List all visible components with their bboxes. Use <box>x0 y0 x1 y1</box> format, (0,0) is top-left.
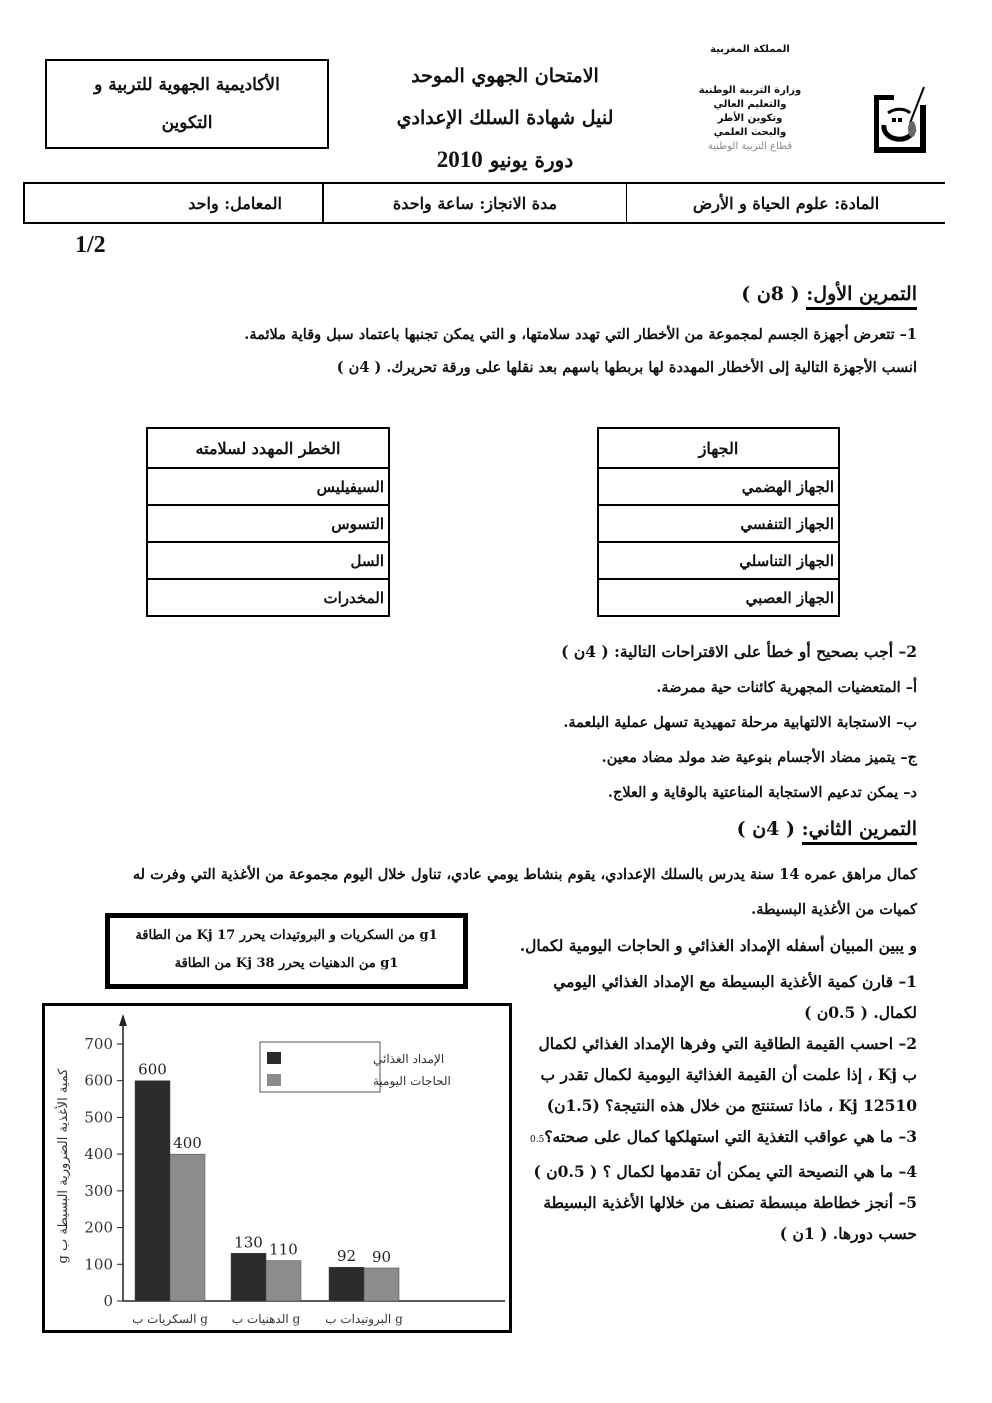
dangers-table <box>146 427 390 617</box>
page-number: 1/2 <box>75 232 106 258</box>
bar-needs <box>266 1261 301 1301</box>
exercise1-q2-title: 2– أجب بصحيح أو خطأ على الاقتراحات التالية: ( 4ن ) <box>561 642 917 661</box>
organ-row: الجهاز التنفسي <box>598 505 839 542</box>
question-line: حسب دورها. ( 1ن ) <box>779 1224 917 1243</box>
session-year: 2010 <box>436 147 483 172</box>
danger-row: المخدرات <box>147 579 389 616</box>
y-tick-label: 400 <box>84 1145 113 1164</box>
legend-swatch <box>267 1052 281 1064</box>
chart-frame <box>42 1003 512 1333</box>
question-line: ب Kj ، إذا علمت أن القيمة الغذائية اليومية لكمال تقدر ب <box>540 1065 917 1084</box>
exam-line-1: الامتحان الجهوي الموحد <box>411 65 599 87</box>
legend-label: الحاجات اليومية <box>373 1074 451 1088</box>
question-line: Kj 12510 ، ماذا تستنتج من خلال هذه النتيجة؟ (1.5ن) <box>546 1096 917 1115</box>
question-line: 5– أنجز خطاطة مبسطة تصنف من خلالها الأغذية البسيطة <box>543 1193 917 1212</box>
bar-supply <box>231 1253 266 1301</box>
subject-label: المادة: علوم الحياة و الأرض <box>692 193 880 213</box>
bar-value-label: 110 <box>269 1240 298 1259</box>
exercise2-heading <box>737 818 917 840</box>
kingdom-label: المملكة المغربية <box>710 44 790 55</box>
exercise2-questions <box>507 966 917 1249</box>
organs-table-header: الجهاز <box>598 428 839 468</box>
exercise1-heading <box>741 283 917 305</box>
organ-row: الجهاز العصبي <box>598 579 839 616</box>
legend-swatch <box>267 1074 281 1086</box>
bar-supply <box>135 1081 170 1301</box>
exercise2-intro-1: كمال مراهق عمره 14 سنة يدرس بالسلك الإعدادي، يقوم بنشاط يومي عادي، تناول خلال اليوم مجموعة من الأغذية التي وفرت له <box>132 866 917 883</box>
session-line <box>345 139 665 181</box>
energy-info-box <box>105 913 468 989</box>
bar-value-label: 90 <box>371 1247 392 1266</box>
ministry-line: وتكوين الأطر <box>717 113 783 124</box>
exercise1-q2-items <box>317 670 917 810</box>
danger-row: التسوس <box>147 505 389 542</box>
y-tick-label: 300 <box>84 1181 113 1200</box>
energy-line-sugars-proteins: g1 من السكريات و البروتيدات يحرر 17 Kj من الطاقة <box>135 928 438 943</box>
coefficient-cell <box>25 184 323 222</box>
duration-cell <box>323 184 627 222</box>
question-line: لكمال. ( 0.5ن ) <box>804 1003 917 1022</box>
info-bar <box>23 182 945 224</box>
bar-needs <box>170 1154 205 1301</box>
dangers-table-header: الخطر المهدد لسلامته <box>147 428 389 468</box>
exercise1-points: ( 8ن ) <box>741 283 800 305</box>
x-category-label: السكريات ب g <box>132 1312 208 1326</box>
nutrition-bar-chart <box>45 1006 509 1330</box>
ministry-sub: قطاع التربية الوطنية <box>707 141 793 152</box>
question-3-points: 0.5 <box>530 1135 545 1145</box>
organ-row: الجهاز الهضمي <box>598 468 839 505</box>
ministry-line: وزارة التربية الوطنية <box>698 85 802 96</box>
question-line <box>507 1121 917 1156</box>
duration-label: مدة الانجاز: ساعة واحدة <box>392 193 558 213</box>
y-tick-label: 200 <box>84 1218 113 1237</box>
chart-legend <box>260 1042 451 1092</box>
academy-line-1: الأكاديمية الجهوية للتربية و <box>94 75 280 95</box>
bar-supply <box>329 1267 364 1301</box>
true-false-item: د– يمكن تدعيم الاستجابة المناعتية بالوقاية و العلاج. <box>607 784 917 801</box>
organs-table <box>597 427 840 617</box>
exercise2-title: التمرين الثاني: <box>802 818 917 845</box>
question-3-text: 3– ما هي عواقب التغذية التي استهلكها كمال على صحته؟ <box>544 1127 917 1146</box>
exercise2-points: ( 4ن ) <box>736 818 795 840</box>
exercise2-intro-3: و يبين المبيان أسفله الإمداد الغذائي و الحاجات اليومية لكمال. <box>519 936 917 955</box>
ministry-line: والبحث العلمي <box>713 127 787 138</box>
bar-value-label: 130 <box>234 1233 263 1252</box>
y-tick-label: 0 <box>103 1292 113 1310</box>
question-line: 2– احسب القيمة الطاقية التي وفرها الإمداد الغذائي لكمال <box>538 1034 917 1053</box>
true-false-item: أ– المتعضيات المجهرية كائنات حية ممرضة. <box>656 679 917 696</box>
x-category-label: الدهنيات ب g <box>231 1312 301 1326</box>
subject-cell <box>627 184 945 222</box>
exercise2-intro-2: كميات من الأغذية البسيطة. <box>751 901 917 918</box>
organ-row: الجهاز التناسلي <box>598 542 839 579</box>
exercise1-q1-text: 1– تتعرض أجهزة الجسم لمجموعة من الأخطار التي تهدد سلامتها، و التي يمكن تجنبها باعتماد سبل وقاية ملائمة. <box>244 326 917 343</box>
danger-row: السل <box>147 542 389 579</box>
y-axis-label: كمية الأغذية الضرورية البسيطة ب g <box>56 1068 71 1264</box>
legend-label: الإمداد الغذائي <box>373 1052 445 1066</box>
exercise1-title: التمرين الأول: <box>806 283 917 310</box>
y-tick-label: 600 <box>84 1071 113 1090</box>
exam-line-2: لنيل شهادة السلك الإعدادي <box>396 107 614 129</box>
ministry-logo-icon <box>870 85 930 155</box>
bar-value-label: 400 <box>173 1134 202 1153</box>
academy-line-2: التكوين <box>161 113 213 133</box>
bar-value-label: 92 <box>336 1247 357 1266</box>
exam-title <box>345 55 665 181</box>
x-category-label: البروتيدات ب g <box>325 1312 403 1326</box>
question-line: 1– قارن كمية الأغذية البسيطة مع الإمداد الغذائي اليومي <box>553 972 917 991</box>
y-tick-label: 700 <box>84 1035 113 1053</box>
true-false-item: ب– الاستجابة الالتهابية مرحلة تمهيدية تسهل عملية البلعمة. <box>563 714 917 731</box>
y-axis-arrow-icon <box>119 1014 127 1026</box>
exercise1-q1-instruction: انسب الأجهزة التالية إلى الأخطار المهددة لها بربطها باسهم بعد نقلها على ورقة تحريرك. ( 4ن ) <box>336 359 917 376</box>
danger-row: السيفيليس <box>147 468 389 505</box>
y-tick-label: 500 <box>84 1108 113 1127</box>
academy-box <box>45 59 329 149</box>
y-tick-label: 100 <box>84 1255 113 1274</box>
ministry-block <box>650 84 850 154</box>
bar-needs <box>364 1268 399 1301</box>
ministry-line: والتعليم العالي <box>713 99 787 110</box>
bar-value-label: 600 <box>138 1060 167 1079</box>
coefficient-label: المعامل: واحد <box>188 193 282 213</box>
question-line: 4– ما هي النصيحة التي يمكن أن تقدمها لكمال ؟ ( 0.5ن ) <box>533 1162 917 1181</box>
energy-line-lipids: g1 من الدهنيات يحرر 38 Kj من الطاقة <box>174 956 399 971</box>
session-label: دورة يونيو <box>489 148 574 172</box>
true-false-item: ج– يتميز مضاد الأجسام بنوعية ضد مولد مضاد معين. <box>601 749 917 766</box>
